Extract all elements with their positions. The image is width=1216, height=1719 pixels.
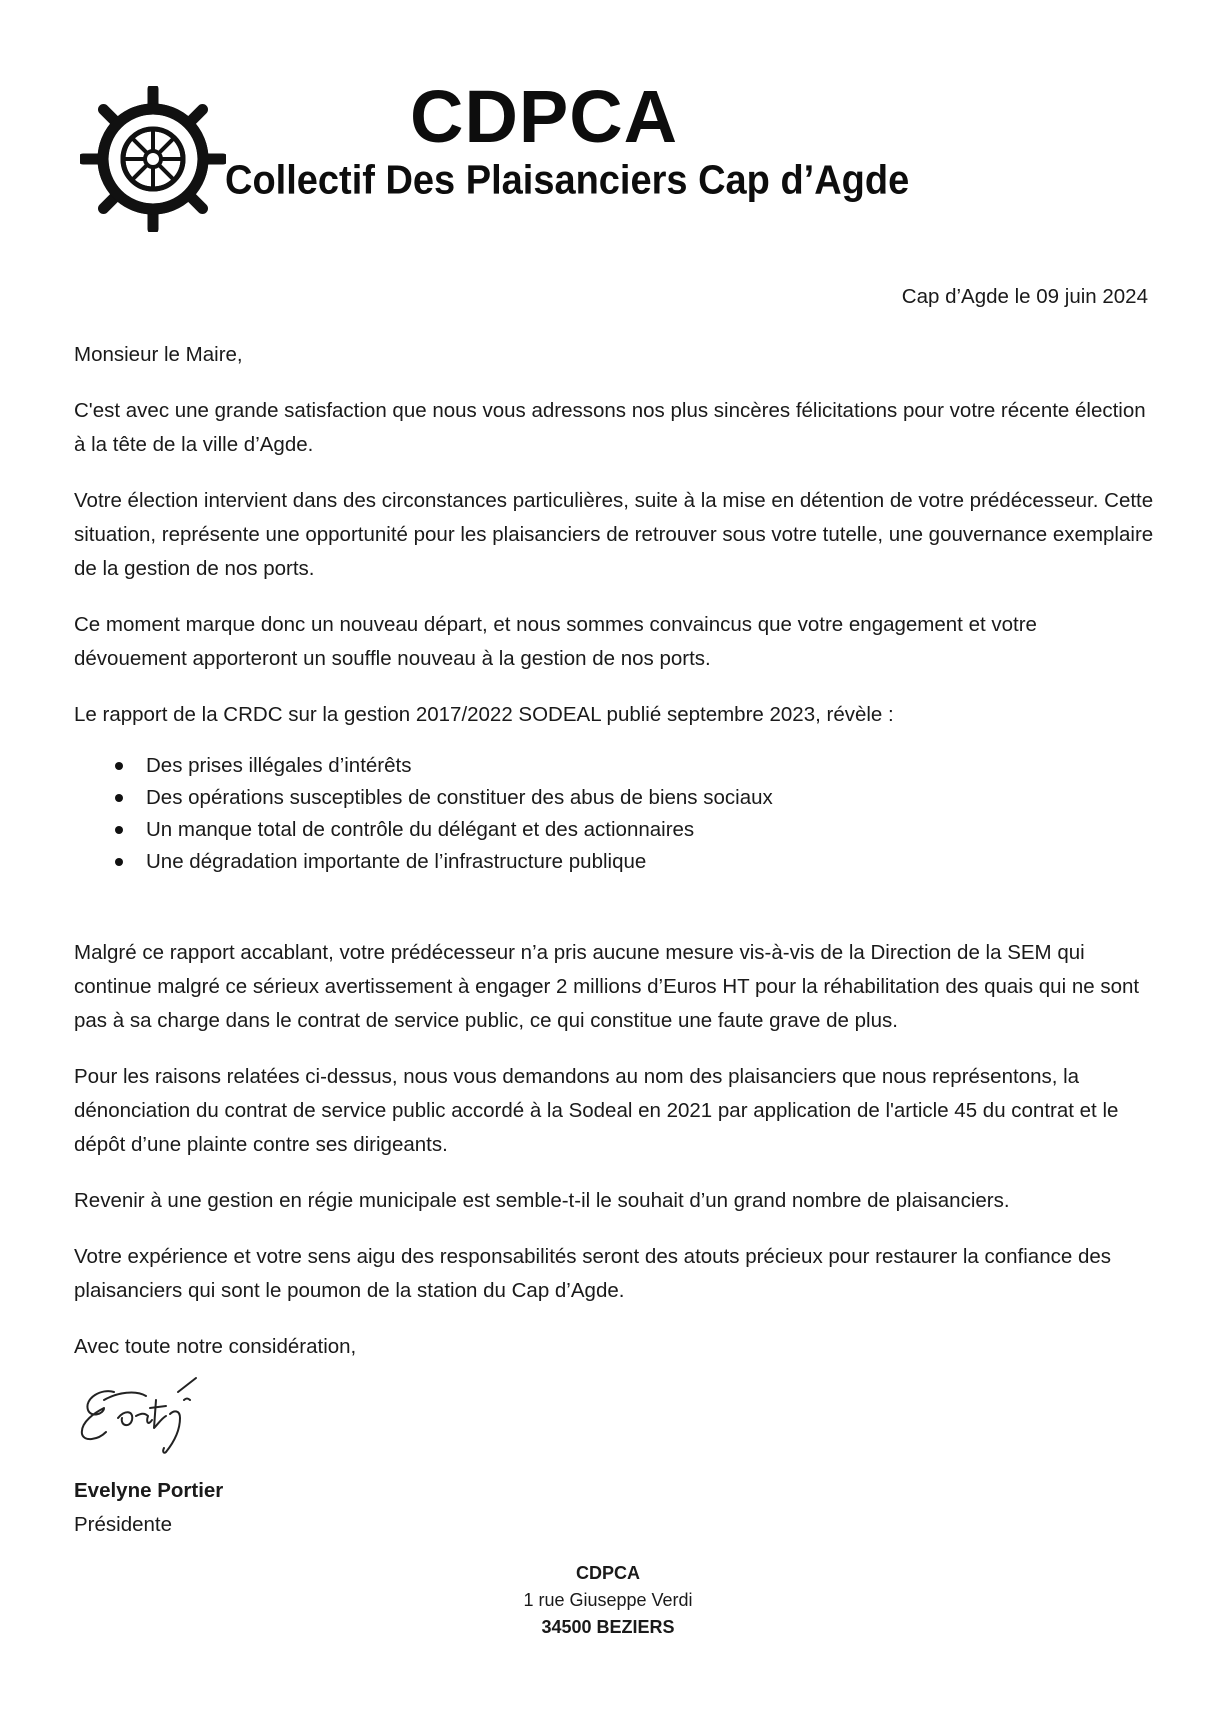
paragraph: Votre expérience et votre sens aigu des responsabilités seront des atouts précieux pour restaurer la confiance des plaisanciers qui sont le poumon de la station du Cap d’Agde. <box>74 1245 1111 1302</box>
list-item: Des opérations susceptibles de constituer des abus de biens sociaux <box>146 782 1154 814</box>
brand-name: CDPCA <box>410 75 679 158</box>
closing: Avec toute notre considération, <box>74 1335 357 1358</box>
paragraph: Votre élection intervient dans des circonstances particulières, suite à la mise en détention de votre prédécesseur. Cette situation, représente une opportunité pour les plaisanciers de retrouver sous votre tutelle, une gouvernance exemplaire de la gestion de nos ports. <box>74 489 1154 580</box>
letter-body <box>74 338 1154 1386</box>
salutation: Monsieur le Maire, <box>74 343 243 366</box>
list-item: Un manque total de contrôle du délégant et des actionnaires <box>146 814 1154 846</box>
letter-date: Cap d’Agde le 09 juin 2024 <box>901 285 1148 308</box>
paragraph: Pour les raisons relatées ci-dessus, nous vous demandons au nom des plaisanciers que nous représentons, la dénonciation du contrat de service public accordé à la Sodeal en 2021 par application de l'article 45 du contrat et le dépôt d’une plainte contre ses dirigeants. <box>74 1065 1119 1156</box>
signature-block <box>74 1370 224 1542</box>
paragraph: Ce moment marque donc un nouveau départ, et nous sommes convaincus que votre engagement et votre dévouement apporteront un souffle nouveau à la gestion de nos ports. <box>74 613 1037 670</box>
ship-wheel-icon <box>80 86 226 232</box>
footer-city: 34500 BEZIERS <box>541 1617 675 1637</box>
signer-title: Présidente <box>74 1513 173 1536</box>
brand-full-name: Collectif Des Plaisanciers Cap d’Agde <box>225 157 910 204</box>
paragraph: Malgré ce rapport accablant, votre prédécesseur n’a pris aucune mesure vis-à-vis de la Direction de la SEM qui continue malgré ce sérieux avertissement à engager 2 millions d’Euros HT pour la réhabilitation des quais qui ne sont pas à sa charge dans le contrat de service public, ce qui constitue une faute grave de plus. <box>74 941 1140 1032</box>
footer-org: CDPCA <box>575 1563 640 1583</box>
footer-street: 1 rue Giuseppe Verdi <box>523 1590 693 1610</box>
list-item: Des prises illégales d’intérêts <box>146 750 1154 782</box>
signer-name: Evelyne Portier <box>74 1479 224 1502</box>
paragraph: Revenir à une gestion en régie municipale est semble-t-il le souhait d’un grand nombre de plaisanciers. <box>74 1189 1010 1212</box>
findings-list <box>74 750 1154 878</box>
handwritten-signature-icon <box>74 1370 224 1460</box>
list-item: Une dégradation importante de l’infrastructure publique <box>146 846 1154 878</box>
letterhead <box>80 75 980 230</box>
footer-address <box>0 1560 1216 1641</box>
paragraph: Le rapport de la CRDC sur la gestion 2017/2022 SODEAL publié septembre 2023, révèle : <box>74 703 894 726</box>
paragraph: C'est avec une grande satisfaction que nous vous adressons nos plus sincères félicitations pour votre récente élection à la tête de la ville d’Agde. <box>74 399 1146 456</box>
